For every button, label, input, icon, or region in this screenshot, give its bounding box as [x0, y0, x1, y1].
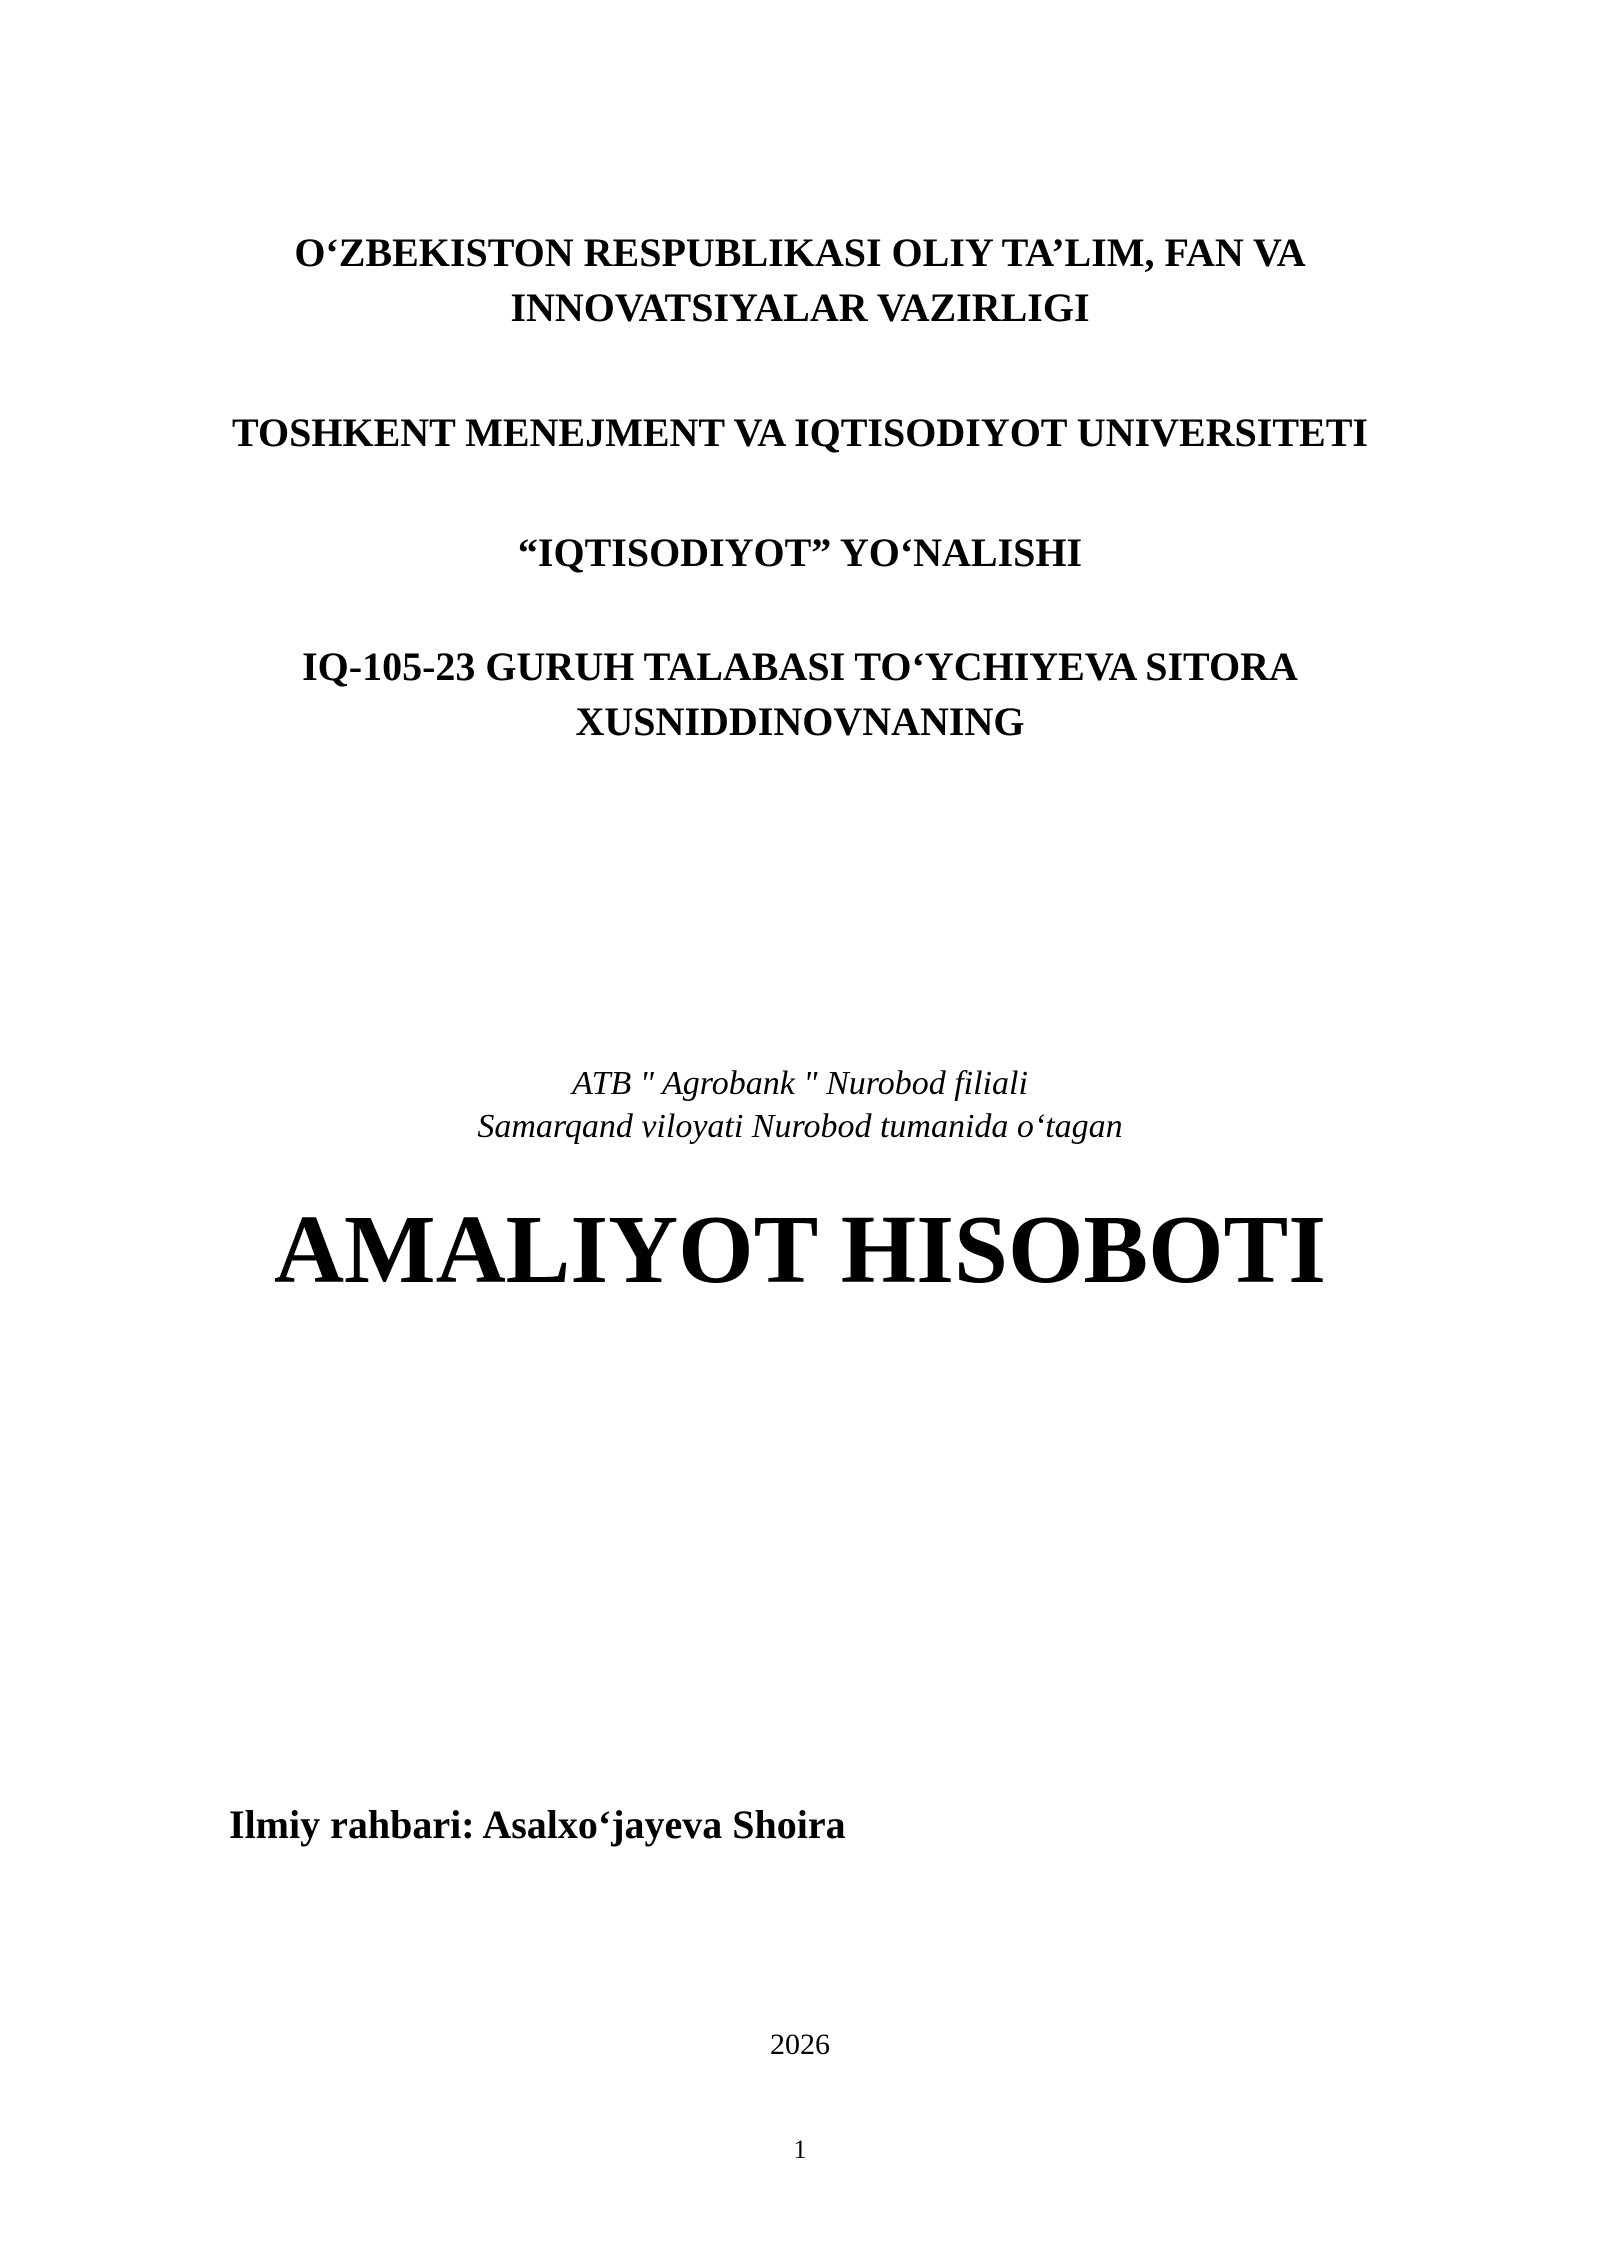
page-number: 1	[793, 2135, 807, 2164]
report-title: AMALIYOT HISOBOTI	[274, 1196, 1326, 1303]
student-line-1: IQ-105-23 GURUH TALABASI TO‘YCHIYEVA SITORA	[302, 644, 1298, 689]
ministry-line-1: O‘ZBEKISTON RESPUBLIKASI OLIY TA’LIM, FAN VA	[294, 230, 1306, 275]
year: 2026	[770, 2028, 830, 2061]
university-name: TOSHKENT MENEJMENT VA IQTISODIYOT UNIVERSITETI	[232, 410, 1368, 455]
ministry-line-2: INNOVATSIYALAR VAZIRLIGI	[510, 285, 1090, 330]
supervisor-line: Ilmiy rahbari: Asalxo‘jayeva Shoira	[229, 1802, 846, 1847]
practice-place-line-1: ATB " Agrobank " Nurobod filiali	[572, 1065, 1028, 1102]
direction-name: “IQTISODIYOT” YO‘NALISHI	[517, 530, 1083, 575]
practice-place-line-2: Samarqand viloyati Nurobod tumanida o‘tagan	[477, 1108, 1123, 1145]
student-line-2: XUSNIDDINOVNANING	[575, 699, 1025, 744]
